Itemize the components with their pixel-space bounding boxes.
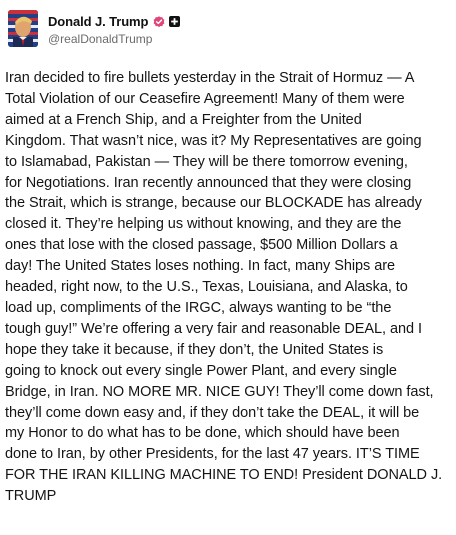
verified-badge-icon xyxy=(153,15,165,27)
post-header xyxy=(8,8,448,48)
author-display-name[interactable]: Donald J. Trump xyxy=(48,13,149,29)
plus-badge-icon xyxy=(169,16,180,27)
avatar-image xyxy=(8,10,38,47)
author-name-row xyxy=(48,12,180,30)
author-handle[interactable]: @realDonaldTrump xyxy=(48,32,153,46)
avatar[interactable] xyxy=(8,10,38,47)
post-body-text: Iran decided to fire bullets yesterday in the Strait of Hormuz — A Total Violation of our Ceasefire Agreement! Many of them were aimed at a French Ship, and a Freighter from the United Kingdom. That wasn’t nice, was it? My Representatives are going to Islamabad, Pakistan — They will be there tomorrow evening, for Negotiations. Iran recently announced that they were closing the Strait, which is strange, because our BLOCKADE has already closed it. They’re helping us without knowing, and they are the ones that lose with the closed passage, $500 Million Dollars a day! The United States loses nothing. In fact, many Ships are headed, right now, to the U.S., Texas, Louisiana, and Alaska, to load up, compliments of the IRGC, always wanting to be “the tough guy!” We’re offering a very fair and reasonable DEAL, and I hope they take it because, if they don’t, the United States is going to knock out every single Power Plant, and every single Bridge, in Iran. NO MORE MR. NICE GUY! They’ll come down fast, they’ll come down easy and, if they don’t take the DEAL, it will be my Honor to do what has to be done, which should have been done to Iran, by other Presidents, for the last 47 years. IT’S TIME FOR THE IRAN KILLING MACHINE TO END! President DONALD J. TRUMP xyxy=(5,70,443,505)
